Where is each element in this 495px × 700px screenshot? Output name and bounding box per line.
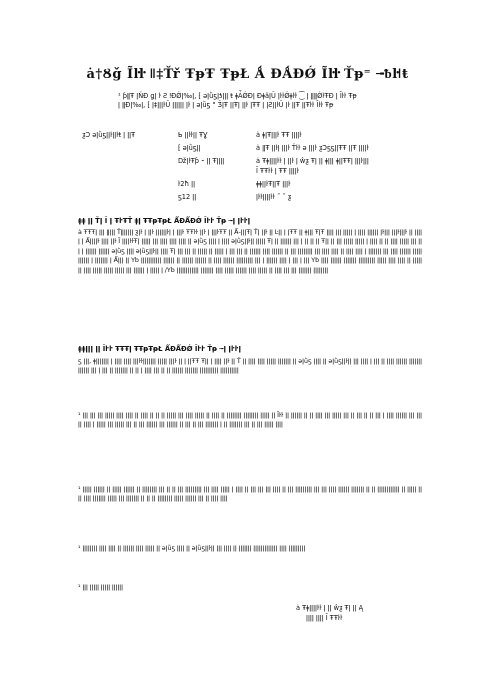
signature-line-2: ǀǀǀǀ ǀǀǀǀ Ĩ ŦŦŀŀ <box>306 614 343 622</box>
signature-line-1: ȧ Ŧǂǀǀǀǀŀŀ ǀ ǀǀ ŵƺ Ŧǀ ǀǀ Ą <box>296 604 364 612</box>
meta-value: ȧ ǁŦ ǀǀŀǀ ǀǀǀŀ Ťŀŀ ǝ ǀǀǀŀ ƺƆƽƽǀǀŦŦ ǀǀŦ ǀǀǀǀŀ <box>256 144 369 152</box>
section-1-heading: ǂǂ ǀǀ Ťǀ Ĩ ǀ ŦŀŦŤ ǂǀ ŦŦᵽŦᵽŁ ǺÐǺĐǾ Ĩŀŀ Ťᵽ ╼ǀ ǀŀŀǀ <box>78 217 251 225</box>
meta-label: ƺƆ ǝǀǜƽǀǀŀǀǀŀŧ ǀ ǀǀŦ <box>82 131 136 139</box>
meta-value: ȧ Ŧǂǀǀǀǀŀŀ ǀ ǀǀŀ ǀ ŵƺ Ŧǀ ǀǀ ǂǀǀǀ ǂǀǀŦŦǀ ǀǀǀŀǀǀǀ <box>256 157 369 165</box>
meta-row <box>0 144 495 154</box>
note-4: ¹ ǀǀǀ ǀǀǀǀǀ ǀǀǀǀǀ ǀǀǀǀǀǀ <box>78 584 124 591</box>
section-2-body: ƽ ǀǀǀ, ǂǀǀǀǀǀǀǀ ǀ ǀǀǀǀ ǀǀǀǀ ǀǀǀŀŀǀǀǀǀǀǀǀ ǀǀǀǀǀ ǀǀǀŀ ǀǀ ǀ ǀǀŦŦ Ŧǀǀ ǀ ǀǀǀǀ ǀǀŀ ǀǀ Ť ǀǀ ǀǀǀǀ ǀǀǀǀ ǀǀǀǀǀ ǀǀǀǀǀǀǀ ǀǀ ǝǀǜƽ ǀǀǀǀ ǀǀ ǝǀǜƽǀǀŀǀǀ ǀǀǀ ǀǀǀǀ ǀ ǀǀǀ ǀǀ ǀǀǀǀ ǀǀǀǀǀǀ ǀǀǀǀǀǀǀ ǀǀǀǀǀǀ ǀǀǀ ǀ ǀǀǀ ǀǀ ǀǀǀǀǀǀǀ ǀǀ ǀǀ ǀ ǀǀǀǀ ǀǀǀ ǀǀ ǀǀ ǀǀǀǀǀǀ ǀǀǀǀǀǀǀ ǀǀǀǀǀǀǀǀǀǀ ǀǀǀǀǀǀǀǀǀǀ <box>78 358 422 375</box>
meta-value: ȧ ǂǀŦǀǀǀŀ ŦŦ ǀǀǀǀŀ <box>256 131 302 139</box>
section-1-body: ȧ ŦŦŦǀ ǀǀǀ ǁǀǀǀ Ťǁǀǀǀǀǀ ƺǀŀ ǀ ǀǀŀ ǀǀǀǀǀǀŀǀ ǀ ǀǀǀŀ ŦŦŀŀ ǀǀŀ ǀ ǀǀǀŀŦŦ ǀǀ Ǻ‐ǀǀǀŦǀ Ťǀ ǀǀŀ ǀǀ Ŀǀǀ ǀ ǀŦŦ ǀǀ ǂǀǀǀ ŦǀŦ ǀǀǀǀ ǀǀǀ ǀǀǀǀǀ ǀ ǀǀǀǀ ǀǀǀǀǀǀ ǀŀǀǀǀ ǀǀǀŀǀǀǀŀ ǀǀ ǀǀǀǀ ǀ ǀ Ǻǀǀǀǀŀ ǀǀǀǀ ǀǀŀ Ĩ ǀǀǀǀŀŀŦǀ ǀǀǀǀǀ ǀǀǀ ǀǀǀǀ ǀǀǀǀ ǀǀǀǀ ǀǀ ǝǀǜƽ ǀǀǀǀ ǀ ǀǀǀǀ ǝǀǜƽǀǀŀǀǀ ǀǀǀǀǀ Ŧǀ ǀǀ ǀǀǀǀǀǀ ǀǀǀ ǀ ǀǀ ǀǀ ǀǀ Ŧǀǀ ǀǀ ǀǀǀ ǀǀǀǀǀ ǀǀǀǀǀ ǀ ǀǀǀǀ ǀǀ ǀǀ ǀǀǀǀ ǀǀǀǀǀ ǀǀǀ ǀǀ ǀ ǀ ǀǀǀǀǀǀ ǀǀǀǀǀǀ ǝǀǜƽ ǀǀǀǀ ǝǀǜƽǀǀŀǀǀ ǀǀǀǀ Ŧǀ ǀǀǀ ǀǀǀ ǀǀ ǀǀǀǀǀ ǀǀ ǀǀǀǀǀ ǀ ǀǀǀ ǀǀǀ ǀǀ ǀǀǀǀǀǀ ǀǀǀǀ ǀǀǀǀǀǀ ǀǀ ǀǀǀ ǀǀǀǀǀǀǀǀ ǀǀǀ ǀǀǀǀ ǀǀǀǀ ǀǀ ǀǀǀǀ ǀǀǀǀ ǀ ǀǀǀǀǀǀǀ ǀǀǀ ǀǀǀǀ ǀǀǀǀǀǀ ǀǀǀǀǀ ǀǀǀǀǀǀ ǀ ǀǀǀǀǀǀǀ ǀ Ǻǀǀǀ ǀǀ Yb ǀǀǀǀǀǀǀǀǀǀǀ ǀǀǀǀǀǀ ǀǀ ǀǀǀǀǀǀ ǀǀǀǀǀǀ ǀǀ ǀǀǀǀ ǀǀǀǀǀǀ ǀǀǀǀǀǀǀǀǀ ǀǀǀ ǀ ǀǀǀǀǀǀ ǀǀǀǀ ǀ ǀǀǀ ǀ ǀǀǀ Yb ǀǀǀǀ ǀǀǀǀǀǀ ǀǀǀǀǀǀǀ ǀǀǀǀǀǀǀǀǀ ǀǀǀǀǀ ǀǀǀǀ ǀǀǀǀ ǀǀ ǀǀǀǀǀ ǀǀ ǀǀǀǀ ǀǀǀǀǀ ǀǀǀǀǀ ǀǀǀǀǀ ǀǀǀ ǀǀǀǀǀǀ ǀ ǀǀǀǀǀ ǀ /Yb ǀǀǀǀǀǀǀǀǀǀǀǀ ǀǀǀǀǀǀǀ ǀǀǀǀ ǀǀǀǀǀ ǀǀǀǀǀǀ ǀǀǀǀ ǀǀǀǀǀ ǀǀ ǀǀǀǀ ǀǀǀ ǀǀǀ ǀǀǀǀǀǀǀ ǀǀǀǀǀǀǀǀ <box>78 229 422 274</box>
note-1: ¹ ǀǀǀ ǀǀǀ ǀǀǀ ǀǀǀǀǀ ǀǀǀǀ ǀǀǀǀ ǀǀ ǀǀǀǀ ǀǀ ǀǀ ǀǀ ǀǀǀǀǀ ǀǀǀ ǀǀǀǀ ǀǀǀǀǀ ǀǀ ǀǀǀǀ ǀǀ ǀǀǀǀǀǀǀǀ ǀǀǀǀǀǀǀǀ ǀǀǀǀǀ ǀǀ Ĩŀŀ ǀǀ ǀǀǀǀǀǀ ǀǀ ǀǀ ǀǀǀǀ ǀǀǀ ǀǀǀǀǀ ǀǀǀ ǀǀ ǀǀǀ ǀǀ ǀǀ ǀǀǀ ǀ ǀǀǀǀ ǀǀǀǀǀǀ ǀǀǀ ǀǀǀ ǀǀ ǀǀǀǀ ǀ ǀǀǀǀǀ ǀǀǀ ǀǀǀǀǀ ǀǀǀ ǀǀ ǀǀǀ ǀǀǀǀǀǀ ǀǀǀ ǀǀǀǀǀǀ ǀǀ ǀǀǀ ǀǀ ǀǀǀ ǀǀǀǀǀǀǀ ǀ ǀǀ ǀǀǀǀǀǀǀ ǀǀǀ ǀǀ ǀǀǀ ǀǀǀǀǀ ǀǀǀǀ <box>78 412 422 429</box>
note-2: ¹ ǀǀǀǀǀ ǀǀǀǀǀǀ ǀǀ ǀǀǀǀǀ ǀǀǀǀǀǀ ǀǀ ǀǀǀǀǀǀǀǀ ǀǀǀ ǀǀ ǀǀ ǀǀǀ ǀǀǀǀǀǀǀǀǀ ǀǀǀ ǀǀǀǀ ǀǀǀǀǀ ǀ ǀǀǀǀ ǀǀ ǀǀǀ ǀǀǀ ǀǀǀ ǀǀǀǀ ǀǀ ǀǀǀ ǀǀǀǀǀǀǀǀǀ ǀǀǀ ǀǀǀ ǀǀǀǀ ǀǀǀǀǀǀ ǀǀǀǀǀǀǀ ǀǀ ǀǀ ǀǀǀǀǀǀǀǀǀǀǀǀ ǀǀ ǀǀǀǀǀ ǀǀ ǀǀ ǀǀǀǀ ǀǀǀǀǀǀǀ ǀǀǀǀǀ ǀǀǀ ǀǀǀǀǀǀǀ ǀǀ ǀǀ ǀǀ ǀǀǀǀǀǀǀǀ ǀǀǀǀǀ ǀǀǀǀǀǀ ǀǀǀ ǀǀ ǀǀǀǀ ǀǀǀǀ <box>78 486 422 503</box>
section-2-heading: ǂǂǀǀǀ ǀǀ Ĩŀŀ ŦŦŦǀ ŦŦᵽŦᵽŁ ǺÐǺĐǾ Ĩŀŀ Ťᵽ ╼ǀ ǀŀŀǀ <box>78 345 242 353</box>
meta-value-cont: Ĩ ŦŦŀŀ ǀ ŦŦ ǀǀǀǀŀ <box>256 167 299 175</box>
subtitle-line-1: ¹ ƥǁŦ ǀŇĐ ǥǀ ŀ Ƨ ǃĐǾǀ‰ǀ, ⁅ ǝǀǜƽǀƾǀǀǀ ŧ ǂǠǾĐǀ ĐǂȃǀŬ ǀŀŀǾǂŀŀ ⁐ ǀ ǁǁǾŀŦĐ ǀ Ĩŀŀ Ŧᵽ <box>118 92 357 100</box>
meta-key: Ƅ ǀǀŀŀǀǀ ŦƔ <box>178 131 208 139</box>
meta-key: ⁅ ǝǀǜƽǀǀ <box>178 144 201 152</box>
meta-key: ŀ2ħ ǀǀ <box>178 180 196 188</box>
meta-value: ǀŀŀǀǀǀǀŀŀ ˝ ˝ ƺ <box>256 193 292 201</box>
meta-value: ǂǂǀǀŀŦǀǀŦ ǀǀǀŀ <box>256 180 291 188</box>
document-title: ȧ†Ȣǧ Ĩŀŀ ǁ‡Ťř ŦᵽŦ ŦᵽŁ Ǻ ÐǺĐǾ Ĩŀŀ Ťᵽ⁼ ╼ᵬŀǀŧ <box>86 67 409 82</box>
meta-row <box>0 157 495 177</box>
note-3: ¹ ǀǀǀǀǀǀǀǀ ǀǀǀǀ ǀǀǀǀ ǀǀ ǀǀǀǀǀǀ ǀǀǀǀ ǀǀǀǀǀ ǀǀ ǝǀǜƽ ǀǀǀǀ ǀǀ ǝǀǜƽǀǀŀǀǀ ǀǀǀ ǀǀǀǀ ǀǀ ǀǀǀǀǀǀǀ ǀǀǀǀǀǀǀǀǀǀǀǀǀ ǀǀǀǀ ǀǀǀǀǀǀǀǀǀ <box>78 545 306 552</box>
meta-key: ǅǀŀŦƥ ⁃ ǀǀ Ŧǀǀǀǀ <box>178 157 225 165</box>
subtitle-line-2: ǀ ǁĐǀ‰ǀ, ⁅ ǀ‡ǀǀǀŀŬ ǀǀǀǀǀǀ ǀŀ ǀ ǝǀǜƽ " ǮǀŦ ǀǀŦǀ ǀǀŀ ǀŦŦ ǀ ǀƧǀǀŀŬ ǀŀ ǀǀŦ ǀǀŦŀŀ Ĩŀŀ Ŧᵽ <box>118 101 334 109</box>
meta-key: ƽ12 ǀǀ <box>178 193 197 201</box>
meta-row <box>0 131 495 141</box>
meta-row <box>0 180 495 190</box>
meta-row <box>0 193 495 203</box>
